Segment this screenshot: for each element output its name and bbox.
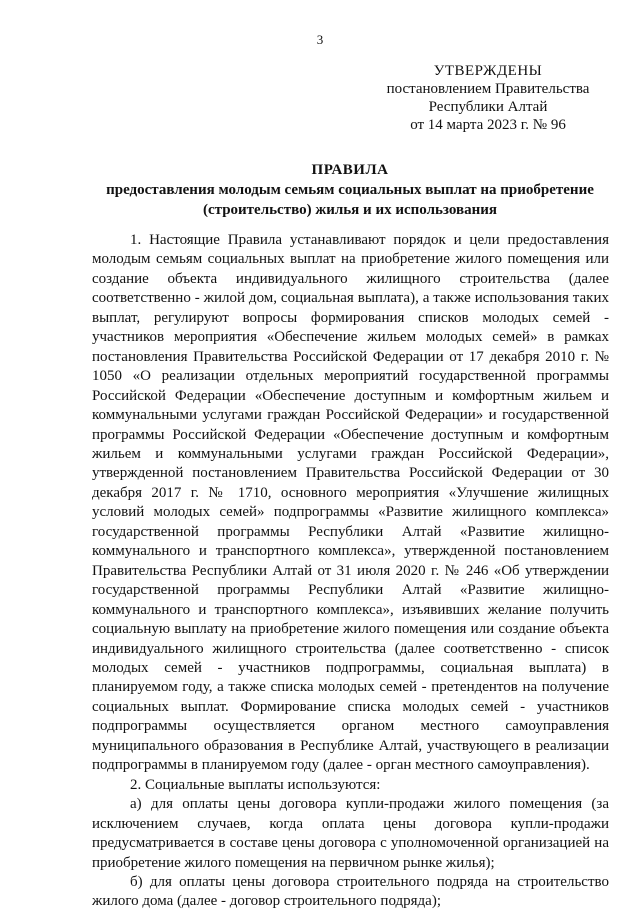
paragraph: а) для оплаты цены договора купли-продажи жилого помещения (за исключением случаев, когда оплата цены договора купли-продажи предусматривается в составе цены договора с уполномоченной организацией на приобретение жилого помещения на первичном рынке жилья); bbox=[92, 796, 609, 871]
paragraph: б) для оплаты цены договора строительного подряда на строительство жилого дома (далее - договор строительного подряда); bbox=[92, 873, 609, 910]
title-subtitle: предоставления молодым семьям социальных выплат на приобретение bbox=[106, 182, 594, 198]
title-main: ПРАВИЛА bbox=[311, 162, 389, 178]
approval-stamp bbox=[370, 62, 606, 134]
approval-date: от 14 марта 2023 г. № 96 bbox=[410, 117, 566, 133]
paragraph: 2. Социальные выплаты используются: bbox=[130, 776, 381, 793]
approval-heading: УТВЕРЖДЕНЫ bbox=[433, 63, 543, 79]
approval-line: постановлением Правительства bbox=[386, 81, 590, 97]
document-body bbox=[92, 231, 609, 912]
approval-line: Республики Алтай bbox=[428, 99, 548, 115]
paragraph: 1. Настоящие Правила устанавливают порядок и цели предоставления молодым семьям социальных выплат на приобретение жилого помещения или создание объекта индивидуального жилищного строительства (далее соответственно - жилой дом, социальная выплата), а также использования таких выплат, регулируют вопросы формирования списков молодых семей - участников мероприятия «Обеспечение жильем молодых семей» в рамках постановления Правительства Российской Федерации от 17 декабря 2010 г. № 1050 «О реализации отдельных мероприятий государственной программы Российской Федерации «Обеспечение доступным и комфортным жильем и коммунальными услугами граждан Российской Федерации» и государственной программы Российской Федерации «Обеспечение доступным и комфортным жильем и коммунальными услугами граждан Российской Федерации», утвержденной постановлением Правительства Российской Федерации от 30 декабря 2017 г. № 1710, основного мероприятия «Улучшение жилищных условий молодых семей» подпрограммы «Развитие жилищного комплекса» государственной программы Республики Алтай «Развитие жилищно-коммунального и транспортного комплекса», утвержденной постановлением Правительства Республики Алтай от 31 июля 2020 г. № 246 «Об утверждении государственной программы Республики Алтай «Развитие жилищно-коммунального и транспортного комплекса», изъявивших желание получить социальную выплату на приобретение жилого помещения или создание объекта индивидуального жилищного строительства (далее соответственно - список молодых семей - участников подпрограммы, социальная выплата) в планируемом году, а также списка молодых семей - претендентов на получение социальных выплат. Формирование списка молодых семей - участников подпрограммы осуществляется органом местного самоуправления муниципального образования в Республике Алтай, участвующего в реализации подпрограммы в планируемом году (далее - орган местного самоуправления). bbox=[92, 232, 609, 774]
document-title bbox=[60, 160, 640, 220]
title-subtitle: (строительство) жилья и их использования bbox=[202, 202, 497, 218]
page-number: 3 bbox=[316, 32, 324, 47]
